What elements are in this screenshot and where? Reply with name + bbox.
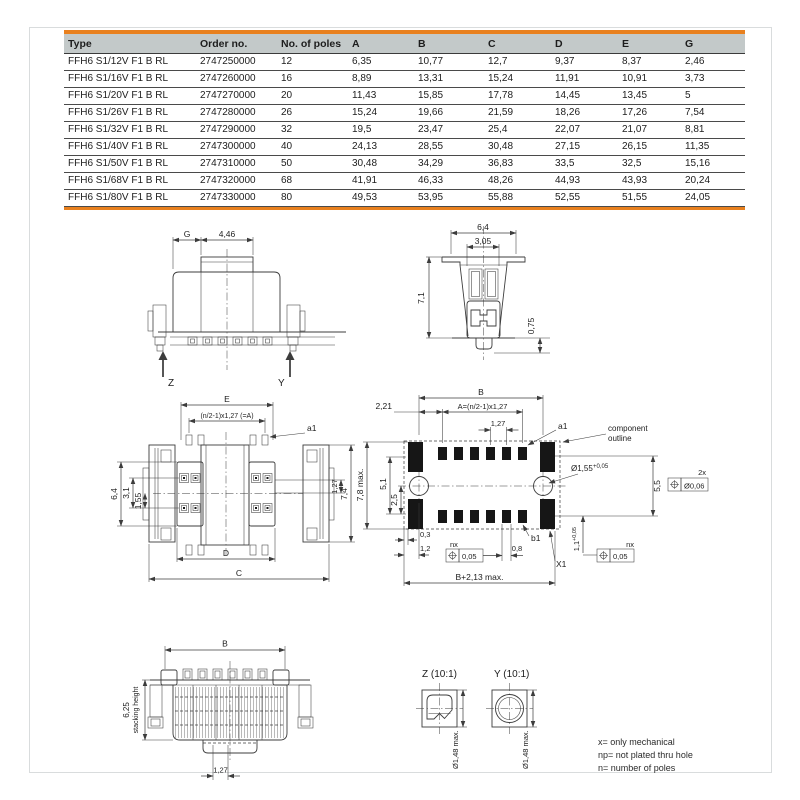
dim-label: 1,2: [420, 544, 431, 553]
table-cell: 30,48: [484, 139, 551, 156]
dim-tol-label: +0,05: [572, 527, 578, 541]
corner-pad: [540, 442, 555, 472]
section-label-y: Y: [278, 378, 285, 389]
table-cell: 8,89: [348, 71, 414, 88]
col-header-e: E: [618, 34, 681, 54]
table-cell: 44,93: [551, 173, 618, 190]
table-cell: FFH6 S1/26V F1 B RL: [64, 105, 196, 122]
section-arrow-y: [278, 351, 295, 389]
signal-pads-top: [438, 447, 527, 460]
table-cell: 26,15: [618, 139, 681, 156]
table-cell: 32: [277, 122, 348, 139]
table-row: [64, 156, 745, 173]
table-cell: 2747290000: [196, 122, 277, 139]
table-cell: FFH6 S1/32V F1 B RL: [64, 122, 196, 139]
footprint-geometry: [398, 441, 568, 529]
table-cell: 24,13: [348, 139, 414, 156]
table-cell: 3,73: [681, 71, 745, 88]
col-header-c: C: [484, 34, 551, 54]
table-cell: FFH6 S1/68V F1 B RL: [64, 173, 196, 190]
table-cell: 9,37: [551, 54, 618, 71]
front-view-drawing: [123, 633, 338, 800]
dim-label: Ø1,48 max.: [521, 730, 530, 769]
table-cell: 8,81: [681, 122, 745, 139]
table-cell: 48,26: [484, 173, 551, 190]
table-cell: 51,55: [618, 190, 681, 207]
latch-right: [298, 685, 313, 728]
mounting-bracket-left: [148, 305, 166, 351]
pin-label-a1: a1: [307, 423, 317, 433]
component-outline-rect: [404, 441, 560, 529]
table-cell: 15,24: [484, 71, 551, 88]
col-header-g: G: [681, 34, 745, 54]
col-header-a: A: [348, 34, 414, 54]
table-cell: 32,5: [618, 156, 681, 173]
dim-label: E: [224, 394, 230, 404]
table-cell: 19,66: [414, 105, 484, 122]
table-cell: 20,24: [681, 173, 745, 190]
table-row: [64, 139, 745, 156]
table-cell: 53,95: [414, 190, 484, 207]
dim-label: A=(n/2-1)x1,27: [457, 402, 508, 411]
table-cell: 21,59: [484, 105, 551, 122]
hole-tol-label: +0,05: [593, 464, 609, 470]
table-cell: 2747310000: [196, 156, 277, 173]
col-header-b: B: [414, 34, 484, 54]
table-cell: 2,46: [681, 54, 745, 71]
table-cell: 2747300000: [196, 139, 277, 156]
dim-label: (n/2-1)x1,27 (=A): [200, 413, 254, 420]
detail-title-y: Y (10:1): [494, 669, 530, 680]
table-cell: 25,4: [484, 122, 551, 139]
dim-label: B: [478, 387, 484, 397]
outline-label: component: [608, 424, 648, 433]
table-cell: 36,83: [484, 156, 551, 173]
tolerance-frame-pads-right: [597, 549, 634, 562]
table-cell: 26: [277, 105, 348, 122]
qty-label: nx: [626, 540, 634, 549]
dim-label: 6,4: [477, 222, 489, 232]
detail-views-drawing: [416, 660, 591, 795]
col-header-order-no: Order no.: [196, 34, 277, 54]
table-cell: 23,47: [414, 122, 484, 139]
footnote: x= only mechanical: [598, 737, 675, 747]
dim-label: 7,1: [416, 292, 426, 304]
table-cell: 15,85: [414, 88, 484, 105]
table-cell: 17,78: [484, 88, 551, 105]
table-cell: 52,55: [551, 190, 618, 207]
section-arrow-z: [159, 351, 175, 389]
table-row: [64, 122, 745, 139]
tol-value: 0,05: [462, 552, 477, 561]
solder-feet: [188, 337, 272, 345]
mounting-bracket-right: [287, 305, 305, 351]
qty-label: nx: [450, 540, 458, 549]
spec-table: [64, 30, 745, 210]
dim-label: 2,5: [389, 494, 399, 506]
spec-table-body: [64, 54, 745, 207]
footnote: np= not plated thru hole: [598, 750, 693, 760]
detail-z: [416, 683, 467, 769]
table-cell: 49,53: [348, 190, 414, 207]
table-cell: 24,05: [681, 190, 745, 207]
dim-label: 0,75: [526, 317, 536, 335]
dim-label: 4,46: [218, 229, 236, 239]
table-cell: 13,45: [618, 88, 681, 105]
corner-pad: [408, 442, 423, 472]
detail-y: [486, 683, 537, 769]
dimensions: [173, 229, 253, 269]
table-cell: 10,77: [414, 54, 484, 71]
table-row: [64, 71, 745, 88]
table-cell: 2747260000: [196, 71, 277, 88]
connector-cross-section: [442, 226, 550, 360]
footnote: n= number of poles: [598, 763, 676, 773]
dim-label: Ø1,48 max.: [451, 730, 460, 769]
dim-label: stacking height: [133, 686, 140, 734]
table-cell: 14,45: [551, 88, 618, 105]
mated-connector-front-view: [148, 661, 313, 761]
table-cell: 8,37: [618, 54, 681, 71]
table-cell: FFH6 S1/40V F1 B RL: [64, 139, 196, 156]
dim-label: 5,5: [652, 480, 662, 492]
table-row: [64, 173, 745, 190]
top-view-drawing: [103, 390, 358, 595]
table-cell: 43,93: [618, 173, 681, 190]
dim-label: B: [222, 638, 228, 649]
table-cell: 2747320000: [196, 173, 277, 190]
dim-label: 1,27: [213, 765, 228, 775]
qty-label: 2x: [698, 468, 706, 477]
table-cell: 16: [277, 71, 348, 88]
table-cell: 2747270000: [196, 88, 277, 105]
table-cell: 7,54: [681, 105, 745, 122]
dim-label: 2,21: [375, 401, 392, 411]
dim-label: 1,55: [133, 492, 143, 510]
tol-value: 0,05: [613, 552, 628, 561]
table-cell: 2747250000: [196, 54, 277, 71]
table-cell: 50: [277, 156, 348, 173]
section-label-z: Z: [168, 378, 175, 389]
table-cell: 21,07: [618, 122, 681, 139]
dim-label: 6,25: [122, 702, 131, 718]
detail-title-z: Z (10:1): [422, 669, 458, 680]
dim-label: G: [183, 229, 191, 239]
table-cell: 18,26: [551, 105, 618, 122]
tol-value: Ø0,06: [684, 481, 705, 491]
table-cell: 5: [681, 88, 745, 105]
table-cell: 15,24: [348, 105, 414, 122]
table-cell: FFH6 S1/80V F1 B RL: [64, 190, 196, 207]
table-cell: 12,7: [484, 54, 551, 71]
dimensions: [416, 222, 540, 353]
dim-label: 1,27: [330, 479, 339, 494]
table-cell: 68: [277, 173, 348, 190]
table-cell: 17,26: [618, 105, 681, 122]
table-cell: FFH6 S1/20V F1 B RL: [64, 88, 196, 105]
table-cell: 30,48: [348, 156, 414, 173]
table-cell: 41,91: [348, 173, 414, 190]
table-cell: 11,35: [681, 139, 745, 156]
table-cell: 2747280000: [196, 105, 277, 122]
dimensions: [109, 394, 355, 582]
latch-left: [148, 685, 163, 728]
tolerance-frame-holes: [668, 478, 708, 491]
table-cell: FFH6 S1/16V F1 B RL: [64, 71, 196, 88]
table-cell: 13,31: [414, 71, 484, 88]
top-pin-row: [183, 669, 267, 680]
dim-label: C: [235, 568, 243, 578]
table-cell: 2747330000: [196, 190, 277, 207]
table-cell: 11,91: [551, 71, 618, 88]
dim-label: 3,05: [474, 236, 492, 246]
table-row: [64, 54, 745, 71]
pad-label-b1: b1: [531, 533, 541, 543]
footnotes: [598, 736, 693, 775]
dim-label: 7,4: [339, 488, 349, 500]
table-cell: FFH6 S1/50V F1 B RL: [64, 156, 196, 173]
col-header-d: D: [551, 34, 618, 54]
table-cell: 11,43: [348, 88, 414, 105]
table-cell: 40: [277, 139, 348, 156]
table-row: [64, 190, 745, 207]
col-header-poles: No. of poles: [277, 34, 348, 54]
signal-pads-bottom: [438, 510, 527, 523]
pad-label-a1: a1: [558, 421, 568, 431]
hole-dia-label: Ø1,55: [571, 464, 593, 473]
dim-label: 3,1: [121, 487, 131, 499]
table-cell: 80: [277, 190, 348, 207]
table-cell: 20: [277, 88, 348, 105]
table-cell: FFH6 S1/12V F1 B RL: [64, 54, 196, 71]
dimensions: [355, 387, 708, 586]
tolerance-frame-pads-left: [446, 549, 483, 562]
table-row: [64, 105, 745, 122]
cross-section-drawing: [412, 218, 592, 373]
dim-label: 1,27: [490, 419, 506, 428]
table-cell: 33,5: [551, 156, 618, 173]
table-cell: 46,33: [414, 173, 484, 190]
dim-label: 0,8: [511, 544, 523, 553]
table-cell: 12: [277, 54, 348, 71]
dim-label: B+2,13 max.: [455, 572, 504, 582]
dim-label: 1,1: [572, 540, 581, 552]
table-header-row: [64, 34, 745, 54]
dim-label: 0,3: [420, 530, 431, 539]
pad-label-x1: X1: [556, 559, 567, 569]
side-view-drawing: [140, 225, 365, 395]
table-cell: 55,88: [484, 190, 551, 207]
col-header-type: Type: [64, 34, 196, 54]
connector-top-view: [143, 432, 334, 558]
connector-side-view: [148, 249, 346, 370]
table-cell: 28,55: [414, 139, 484, 156]
dim-label: D: [222, 548, 230, 558]
corner-pad: [540, 499, 555, 529]
dim-label: 5,1: [378, 478, 388, 490]
table-cell: 15,16: [681, 156, 745, 173]
table-cell: 10,91: [618, 71, 681, 88]
outline-label: outline: [608, 434, 632, 443]
table-row: [64, 88, 745, 105]
corner-pad: [408, 499, 423, 529]
dim-label: 6,4: [109, 488, 119, 500]
table-cell: 19,5: [348, 122, 414, 139]
table-cell: 22,07: [551, 122, 618, 139]
table-cell: 34,29: [414, 156, 484, 173]
dim-label: 7,8 max.: [355, 468, 365, 502]
pcb-footprint-drawing: [350, 383, 710, 613]
table-cell: 6,35: [348, 54, 414, 71]
table-cell: 27,15: [551, 139, 618, 156]
